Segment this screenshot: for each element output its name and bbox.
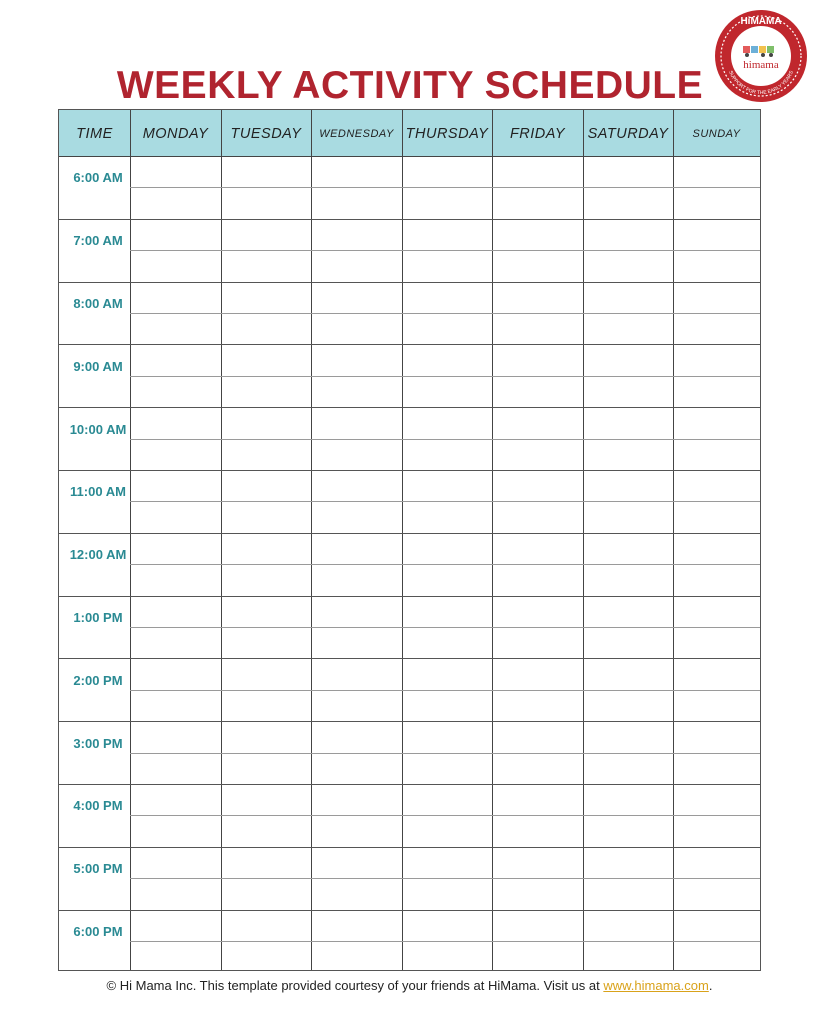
column-header-saturday: SATURDAY xyxy=(587,126,669,142)
time-slot-label: 10:00 AM xyxy=(69,421,127,437)
column-header-sunday: SUNDAY xyxy=(692,128,741,140)
hour-line xyxy=(59,596,760,597)
time-slot-label: 11:00 AM xyxy=(70,484,126,500)
column-header-thursday: THURSDAY xyxy=(405,126,489,142)
time-slot-label: 1:00 PM xyxy=(73,610,123,625)
column-divider xyxy=(311,110,312,970)
time-slot-label: 12:00 AM xyxy=(69,547,127,563)
hour-line xyxy=(59,658,760,659)
time-slot-label: 8:00 AM xyxy=(73,296,123,311)
schedule-table xyxy=(58,109,761,971)
half-hour-line xyxy=(130,187,760,188)
column-header-monday: MONDAY xyxy=(142,126,209,142)
himama-website-link[interactable]: www.himama.com xyxy=(603,978,709,993)
hour-line xyxy=(59,282,760,283)
time-slot-label: 2:00 PM xyxy=(73,672,123,688)
svg-text:himama: himama xyxy=(743,59,779,71)
footer xyxy=(0,978,819,993)
time-slot-label: 6:00 PM xyxy=(73,924,123,939)
page-title: WEEKLY ACTIVITY SCHEDULE xyxy=(116,64,704,107)
column-divider xyxy=(673,110,674,970)
hour-line xyxy=(59,470,760,471)
hour-line xyxy=(59,533,760,534)
svg-text:SUPPORT FOR THE EARLY YEARS: SUPPORT FOR THE EARLY YEARS xyxy=(727,70,795,97)
hour-line xyxy=(59,847,760,848)
column-divider xyxy=(583,110,584,970)
time-slot-label: 3:00 PM xyxy=(73,735,123,751)
half-hour-line xyxy=(130,941,760,942)
half-hour-line xyxy=(130,439,760,440)
half-hour-line xyxy=(130,564,760,565)
hour-line xyxy=(59,910,760,911)
column-header-time: TIME xyxy=(76,126,113,142)
hour-line xyxy=(59,344,760,345)
half-hour-line xyxy=(130,376,760,377)
half-hour-line xyxy=(130,878,760,879)
time-slot-label: 4:00 PM xyxy=(73,798,123,814)
half-hour-line xyxy=(130,627,760,628)
half-hour-line xyxy=(130,690,760,691)
column-header-wednesday: WEDNESDAY xyxy=(319,128,394,140)
footer-end: . xyxy=(708,978,713,993)
hour-line xyxy=(59,407,760,408)
half-hour-line xyxy=(130,250,760,251)
half-hour-line xyxy=(130,313,760,314)
column-divider xyxy=(492,110,493,970)
himama-seal-icon xyxy=(713,8,809,104)
half-hour-line xyxy=(130,501,760,502)
himama-logo xyxy=(713,8,809,104)
hour-line xyxy=(59,219,760,220)
hour-line xyxy=(59,721,760,722)
half-hour-line xyxy=(130,753,760,754)
svg-text:HiMAMA: HiMAMA xyxy=(740,16,782,27)
time-slot-label: 7:00 AM xyxy=(73,233,123,249)
half-hour-line xyxy=(130,815,760,816)
footer-text: © Hi Mama Inc. This template provided courtesy of your friends at HiMama. Visit us at xyxy=(106,978,604,993)
hour-line xyxy=(59,784,760,785)
column-divider xyxy=(402,110,403,970)
column-header-friday: FRIDAY xyxy=(509,126,566,142)
time-slot-label: 6:00 AM xyxy=(73,170,123,186)
time-slot-label: 5:00 PM xyxy=(73,861,123,877)
column-header-tuesday: TUESDAY xyxy=(230,126,302,142)
column-divider xyxy=(221,110,222,970)
header-divider xyxy=(59,156,760,157)
time-slot-label: 9:00 AM xyxy=(73,358,123,374)
